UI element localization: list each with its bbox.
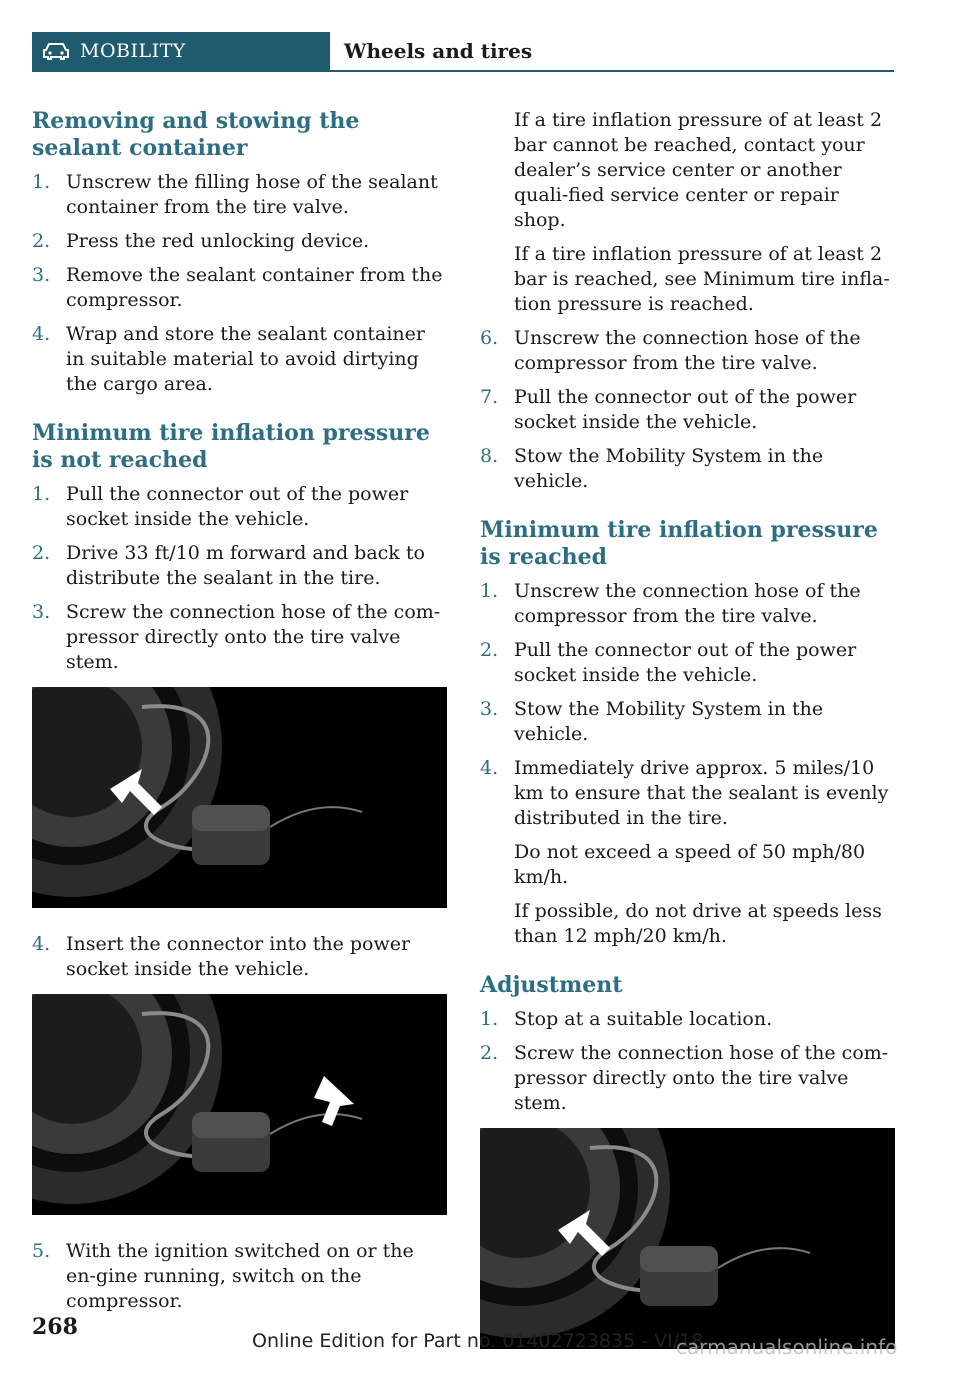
section-label: MOBILITY [80, 40, 186, 62]
step-note: If a tire inflation pressure of at least 2 bar is reached, see Minimum tire infla-tion pressure is reached. [514, 243, 890, 315]
step-note: If a tire inflation pressure of at least 2 bar cannot be reached, contact your dealer’s service center or another quali-fied service center or repair shop. [514, 109, 883, 231]
step-list [480, 1007, 896, 1116]
step-list [480, 579, 896, 831]
section-tab[interactable] [32, 32, 330, 70]
list-item: 4. Immediately drive approx. 5 miles/10 km to ensure that the sealant is evenly distributed in the tire. [480, 757, 889, 829]
list-item: 1. Stop at a suitable location. [480, 1008, 773, 1030]
watermark: carmanualsonline.info [676, 1335, 898, 1359]
step-list [32, 1239, 448, 1314]
list-item: 3. Stow the Mobility System in the vehicle. [480, 698, 824, 745]
list-item: 8. Stow the Mobility System in the vehicle. [480, 445, 824, 492]
adjustment-illustration [480, 1128, 895, 1349]
right-column [480, 108, 896, 1373]
step-note: If possible, do not drive at speeds less than 12 mph/20 km/h. [514, 900, 882, 947]
left-column [32, 108, 448, 1323]
step-list [32, 932, 448, 982]
section-heading: Adjustment [480, 972, 623, 998]
step-list [32, 482, 448, 675]
list-item: 6. Unscrew the connection hose of the compressor from the tire valve. [480, 327, 861, 374]
page-header [32, 32, 894, 72]
section-heading: Minimum tire inflation pressure is reached [480, 517, 878, 570]
list-item: 2. Drive 33 ft/10 m forward and back to distribute the sealant in the tire. [32, 542, 425, 589]
list-item: 2. Screw the connection hose of the com-pressor directly onto the tire valve stem. [480, 1042, 889, 1114]
list-item: 1. Unscrew the connection hose of the compressor from the tire valve. [480, 580, 861, 627]
step-note: Do not exceed a speed of 50 mph/80 km/h. [514, 841, 866, 888]
list-item: 1. Pull the connector out of the power socket inside the vehicle. [32, 483, 409, 530]
section-heading: Removing and stowing the sealant container [32, 108, 360, 161]
chapter-title: Wheels and tires [344, 39, 533, 63]
list-item: 1. Unscrew the filling hose of the sealant container from the tire valve. [32, 171, 438, 218]
list-item: 4. Insert the connector into the power socket inside the vehicle. [32, 933, 411, 980]
list-item: 2. Pull the connector out of the power socket inside the vehicle. [480, 639, 857, 686]
step-list [32, 170, 448, 397]
list-item: 5. With the ignition switched on or the en-gine running, switch on the compressor. [32, 1240, 414, 1312]
list-item: 3. Remove the sealant container from the compressor. [32, 264, 443, 311]
list-item: 7. Pull the connector out of the power socket inside the vehicle. [480, 386, 857, 433]
list-item: 2. Press the red unlocking device. [32, 230, 370, 252]
edition-note: Online Edition for Part no. 01402723835 - VI/18 [252, 1330, 704, 1352]
step-list [480, 326, 896, 494]
page-number: 268 [32, 1314, 78, 1340]
compressor-valve-illustration [32, 687, 447, 908]
list-item: 3. Screw the connection hose of the com-pressor directly onto the tire valve stem. [32, 601, 441, 673]
section-heading: Minimum tire inflation pressure is not reached [32, 420, 430, 473]
list-item: 4. Wrap and store the sealant container in suitable material to avoid dirtying the cargo area. [32, 323, 425, 395]
car-icon [42, 41, 70, 61]
power-socket-illustration [32, 994, 447, 1215]
